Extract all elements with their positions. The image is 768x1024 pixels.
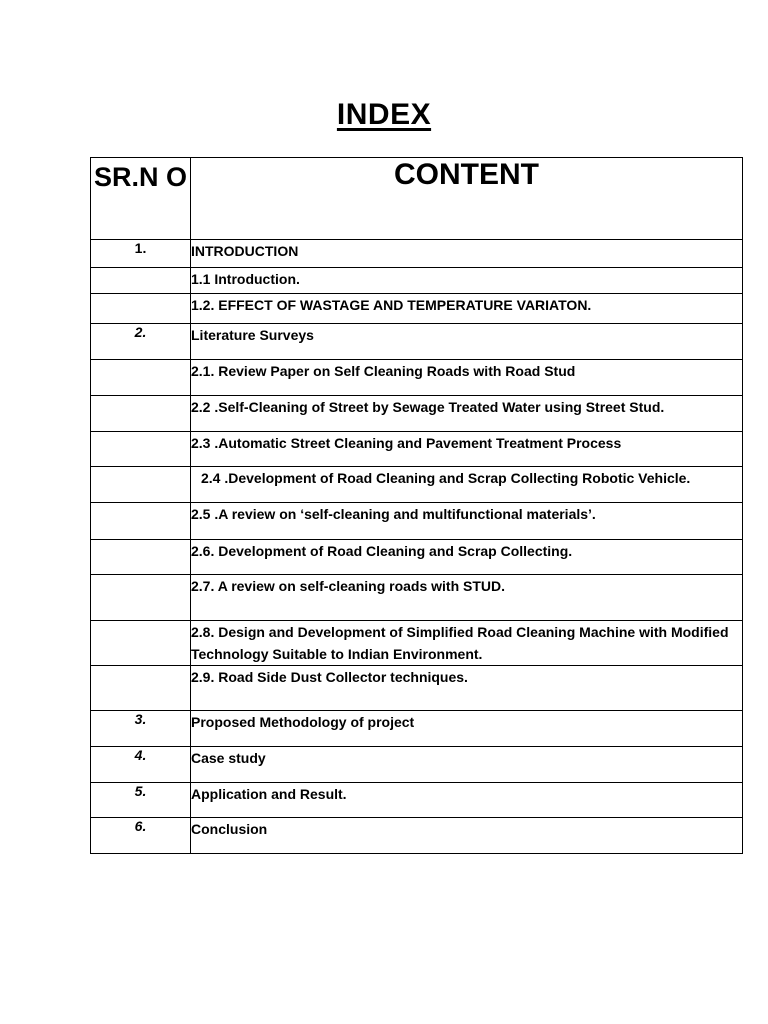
row-srno: [91, 540, 191, 575]
row-content: 2.6. Development of Road Cleaning and Scrap Collecting.: [191, 540, 743, 575]
table-row: [91, 621, 743, 666]
row-content: 2.7. A review on self-cleaning roads with STUD.: [191, 575, 743, 621]
row-srno: [91, 294, 191, 324]
table-row: [91, 268, 743, 294]
table-row: [91, 396, 743, 432]
row-srno: [91, 503, 191, 540]
row-srno: [91, 467, 191, 503]
header-content: CONTENT: [191, 158, 743, 240]
table-row: [91, 324, 743, 360]
row-content: 2.5 .A review on ‘self-cleaning and multifunctional materials’.: [191, 503, 743, 540]
row-srno: [91, 621, 191, 666]
row-content: 2.2 .Self-Cleaning of Street by Sewage Treated Water using Street Stud.: [191, 396, 743, 432]
table-row: [91, 467, 743, 503]
row-srno: 5.: [91, 783, 191, 818]
row-srno: 2.: [91, 324, 191, 360]
row-content: 2.1. Review Paper on Self Cleaning Roads with Road Stud: [191, 360, 743, 396]
table-row: [91, 575, 743, 621]
table-row: [91, 240, 743, 268]
row-srno: 1.: [91, 240, 191, 268]
row-content: Case study: [191, 747, 743, 783]
row-content: 2.3 .Automatic Street Cleaning and Pavement Treatment Process: [191, 432, 743, 467]
row-srno: [91, 360, 191, 396]
table-row: [91, 360, 743, 396]
table-row: [91, 503, 743, 540]
table-row: [91, 783, 743, 818]
row-srno: 4.: [91, 747, 191, 783]
row-srno: 3.: [91, 711, 191, 747]
row-content: 1.2. EFFECT OF WASTAGE AND TEMPERATURE VARIATON.: [191, 294, 743, 324]
table-row: [91, 666, 743, 711]
row-content: INTRODUCTION: [191, 240, 743, 268]
page-title: INDEX: [336, 98, 432, 131]
table-row: [91, 294, 743, 324]
index-table-body: [91, 240, 743, 854]
row-srno: [91, 575, 191, 621]
row-srno: [91, 268, 191, 294]
row-content: Conclusion: [191, 818, 743, 854]
row-srno: [91, 666, 191, 711]
table-row: [91, 432, 743, 467]
row-content: Application and Result.: [191, 783, 743, 818]
row-content: 2.4 .Development of Road Cleaning and Scrap Collecting Robotic Vehicle.: [191, 467, 743, 503]
table-row: [91, 747, 743, 783]
row-srno: 6.: [91, 818, 191, 854]
table-row: [91, 540, 743, 575]
row-srno: [91, 432, 191, 467]
table-row: [91, 711, 743, 747]
row-content: 2.8. Design and Development of Simplified Road Cleaning Machine with Modified Technology Suitable to Indian Environment.: [191, 621, 743, 666]
row-content: Proposed Methodology of project: [191, 711, 743, 747]
table-header-row: [91, 158, 743, 240]
table-row: [91, 818, 743, 854]
index-table: [90, 157, 743, 854]
row-content: Literature Surveys: [191, 324, 743, 360]
row-content: 1.1 Introduction.: [191, 268, 743, 294]
header-srno: SR.N O: [91, 158, 191, 240]
row-content: 2.9. Road Side Dust Collector techniques.: [191, 666, 743, 711]
row-srno: [91, 396, 191, 432]
